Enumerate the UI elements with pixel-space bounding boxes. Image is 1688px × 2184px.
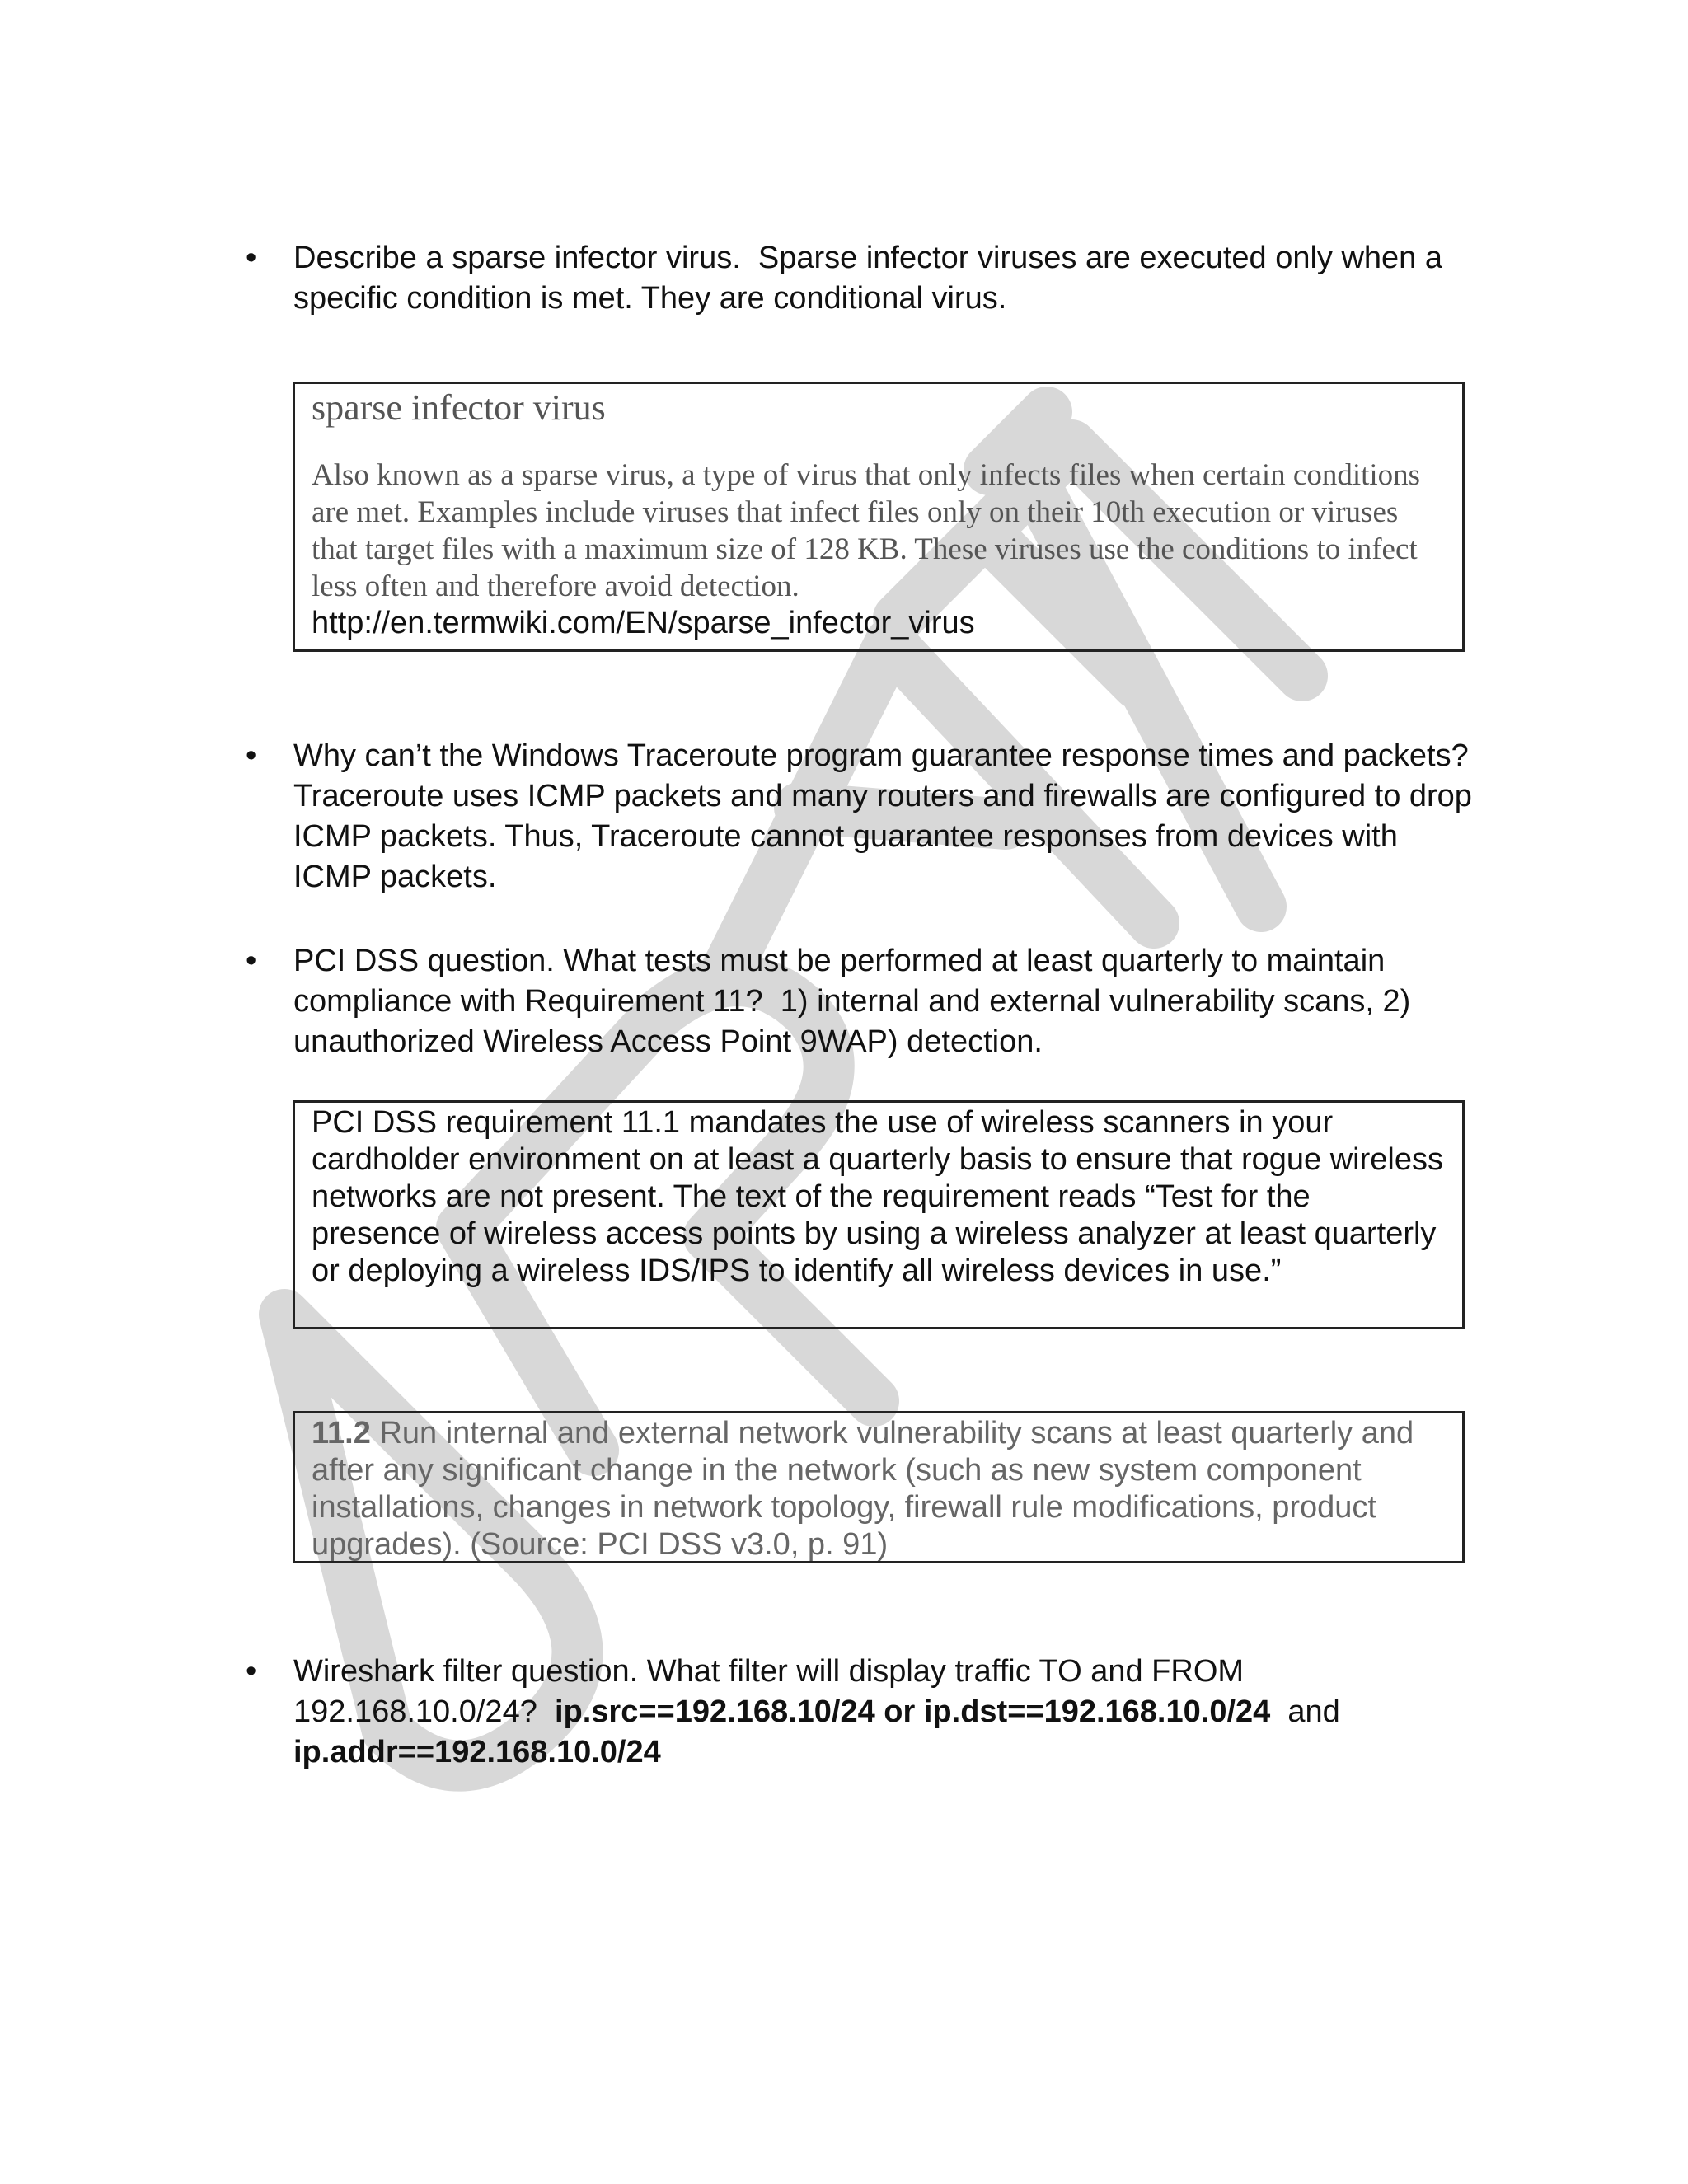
bullet-icon: •: [246, 1654, 257, 1689]
answer-text: 1) internal and external vulnerability scans, 2) unauthorized Wireless Access Point 9WAP) detection.: [293, 984, 1411, 1059]
bullet-icon: •: [246, 738, 257, 773]
definition-box-sparse-infector: [293, 382, 1465, 652]
question-text: Wireshark filter question. What filter will display traffic TO and FROM 192.168.10.0/24?: [293, 1654, 1245, 1729]
item-pci-dss: [293, 941, 1480, 1062]
answer-text: Sparse infector viruses are executed only when a specific condition is met. They are conditional virus.: [293, 241, 1443, 316]
quote-text: PCI DSS requirement 11.1 mandates the use of wireless scanners in your cardholder environment on at least a quarterly basis to ensure that rogue wireless networks are not present. The text of the requirement reads “Test for the presence of wireless access points by using a wireless analyzer at least quarterly or deploying a wireless IDS/IPS to identify all wireless devices in use.”: [312, 1105, 1443, 1288]
item-traceroute: [293, 736, 1480, 898]
item-sparse-infector: [293, 238, 1480, 319]
question-text: PCI DSS question. What tests must be performed at least quarterly to maintain compliance with Requirement 11?: [293, 944, 1386, 1019]
answer-text: Traceroute uses ICMP packets and many routers and firewalls are configured to drop ICMP packets. Thus, Traceroute cannot guarantee responses from devices with ICMP packets.: [293, 779, 1472, 894]
bullet-icon: •: [246, 944, 257, 978]
answer-filter-1: ip.src==192.168.10/24 or ip.dst==192.168.10.0/24: [554, 1694, 1271, 1729]
quote-box-pci-11-1: [293, 1100, 1465, 1329]
definition-text: Also known as a sparse virus, a type of virus that only infects files when certain conditions are met. Examples include viruses that infect files only on their 10th execution or viruses that target files with a maximum size of 128 KB. These viruses use the conditions to infect less often and therefore avoid detection.: [312, 458, 1421, 603]
item-wireshark: [293, 1652, 1480, 1773]
source-url: http://en.termwiki.com/EN/sparse_infector_virus: [312, 606, 975, 640]
requirement-number: 11.2: [312, 1416, 371, 1451]
question-text: Describe a sparse infector virus.: [293, 241, 741, 275]
bullet-icon: •: [246, 241, 257, 275]
quote-box-pci-11-2: [293, 1411, 1465, 1563]
requirement-text: Run internal and external network vulnerability scans at least quarterly and after any significant change in the network (such as new system component installations, changes in network topology, firewall rule modifications, product upgrades). (Source: PCI DSS v3.0, p. 91): [312, 1416, 1414, 1562]
definition-term: sparse infector virus: [312, 387, 606, 428]
answer-joiner: and: [1287, 1694, 1340, 1729]
answer-filter-2: ip.addr==192.168.10.0/24: [293, 1735, 661, 1769]
question-text: Why can’t the Windows Traceroute program guarantee response times and packets?: [293, 738, 1469, 773]
